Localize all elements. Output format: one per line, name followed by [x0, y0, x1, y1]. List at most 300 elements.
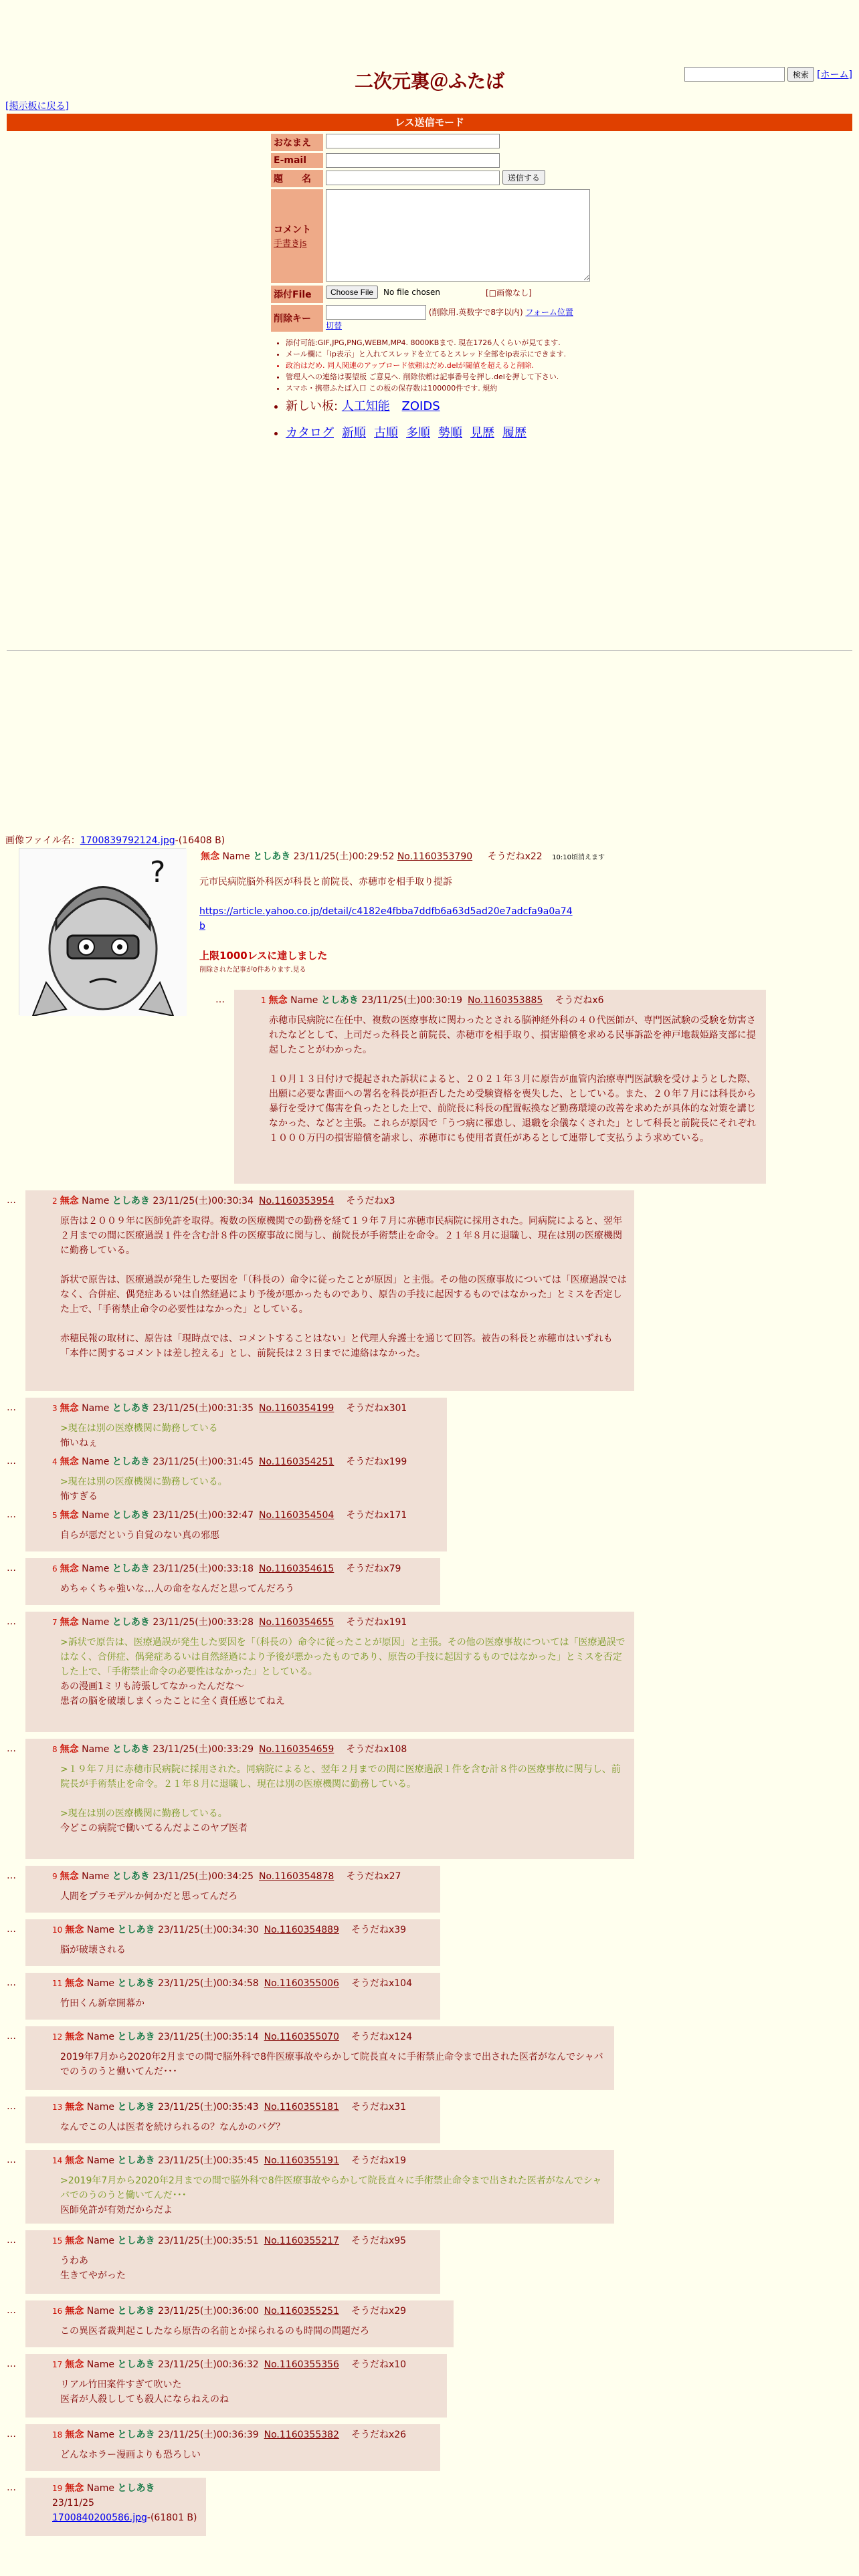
reply-sodane[interactable]: そうだねx104	[351, 1978, 412, 1989]
reply-text: リアル竹田案件すぎて吹いた	[60, 2379, 182, 2390]
reply-name: としあき	[117, 2236, 155, 2246]
reply-dots: …	[7, 2359, 16, 2369]
board-link-zoids[interactable]: ZOIDS	[401, 399, 440, 413]
reply-post	[7, 2424, 440, 2471]
comment-label: コメント	[274, 225, 311, 235]
reply-header	[52, 2100, 434, 2115]
reply-name-label: Name	[86, 1925, 115, 1935]
reply-post-number[interactable]: No.1160355382	[264, 2430, 339, 2440]
reply-dots: …	[7, 2305, 16, 2316]
reply-post-number[interactable]: No.1160355191	[264, 2155, 339, 2166]
reply-quote: >現在は別の医療機関に勤務している。	[60, 1477, 227, 1487]
reply-post	[215, 990, 766, 1184]
reply-name: としあき	[117, 2483, 155, 2494]
deleted-note: 削除された記事が0件あります.見る	[199, 966, 306, 974]
reply-date: 23/11/25(土)00:32:47	[153, 1510, 254, 1521]
reply-post-number[interactable]: No.1160355251	[264, 2306, 339, 2317]
op-file-info: 画像ファイル名：1700839792124.jpg-(16408 B)	[5, 835, 225, 846]
reply-text: 怖すぎる	[60, 1491, 98, 1502]
reply-text: 今どこの病院で働いてるんだよこのヤブ医者	[60, 1823, 248, 1834]
back-to-board-link[interactable]: [掲示板に戻る]	[5, 101, 69, 112]
board-link-ai[interactable]: 人工知能	[341, 399, 390, 413]
rule-item: • 政治はだめ. 同人関連のアップロード依頼はだめ.delが閾値を超えると削除.	[286, 360, 590, 371]
op-expire: 10:10頃消えます	[552, 854, 605, 861]
reply-name-label: Name	[86, 2483, 115, 2494]
reply-quote: >訴状で原告は、医療過誤が発生した要因を「（科長の）命令に従ったことが原因」と主張。その他の医療事故については「医療過誤ではなく、合併症、偶発症あるいは自然経過により予後が悪かったものであり、原告の手技に起因するものではなかった」とミスを否定した上で、「手術禁止命令の必要性はなかった」としている。	[60, 1637, 626, 1677]
reply-post-number[interactable]: No.1160354251	[259, 1457, 335, 1467]
reply-header	[52, 2304, 447, 2319]
reply-subject: 無念	[65, 2306, 84, 2317]
reply-subject: 無念	[60, 1457, 79, 1467]
reply-sodane[interactable]: そうだねx27	[346, 1871, 401, 1882]
op-name-label: Name	[222, 851, 250, 862]
reply-post	[7, 1866, 440, 1913]
reply-index: 2	[52, 1196, 58, 1206]
reply-dots: …	[7, 1456, 16, 1467]
reply-subject: 無念	[65, 2032, 84, 2042]
reply-dots: …	[7, 2031, 16, 2042]
reply-dots: …	[7, 1870, 16, 1881]
reply-sodane[interactable]: そうだねx39	[351, 1925, 407, 1935]
reply-name: としあき	[117, 2306, 155, 2317]
reply-body	[52, 1523, 440, 1543]
reply-sodane[interactable]: そうだねx301	[346, 1403, 407, 1414]
reply-name: としあき	[112, 1510, 150, 1521]
reply-index: 13	[52, 2103, 63, 2112]
reply-post	[7, 1505, 447, 1551]
reply-text	[60, 1258, 628, 1273]
reply-text: 医者が人殺ししても殺人にならねえのね	[60, 2394, 229, 2405]
reply-index: 3	[52, 1404, 58, 1413]
reply-index: 10	[52, 1925, 63, 1935]
reply-header	[52, 2357, 440, 2372]
reply-body	[52, 2525, 199, 2531]
reply-body	[52, 2044, 607, 2079]
reply-header	[52, 1923, 434, 1937]
file-status: No file chosen	[383, 288, 441, 297]
reply-index: 18	[52, 2430, 63, 2440]
subject-label: 題 名	[271, 170, 323, 187]
svg-text:?: ?	[150, 855, 166, 889]
reply-sodane[interactable]: そうだねx19	[351, 2155, 407, 2166]
reply-header	[52, 1976, 434, 1991]
reply-sodane[interactable]: そうだねx6	[555, 995, 604, 1006]
reply-body	[52, 1884, 434, 1904]
reply-sodane[interactable]: そうだねx26	[351, 2430, 407, 2440]
reply-dots: …	[7, 1977, 16, 1988]
reply-post	[7, 2097, 440, 2143]
comment-textarea[interactable]	[326, 189, 590, 282]
reply-name: としあき	[117, 2155, 155, 2166]
delkey-note: (削除用.英数字で8字以内)	[428, 308, 523, 317]
reply-header	[52, 1455, 440, 1469]
sort-old-link[interactable]: 古順	[374, 426, 398, 440]
search-button[interactable]: 検索	[787, 67, 814, 82]
reply-date: 23/11/25(土)00:33:18	[153, 1564, 254, 1574]
reply-sodane[interactable]: そうだねx95	[351, 2236, 407, 2246]
reply-subject: 無念	[65, 2155, 84, 2166]
op-file-link[interactable]: 1700839792124.jpg	[80, 835, 175, 846]
reply-name-label: Name	[86, 1978, 115, 1989]
handwrite-link[interactable]: 手書きjs	[274, 239, 307, 249]
reply-name: としあき	[112, 1403, 150, 1414]
reply-body	[261, 1008, 759, 1146]
reply-text: １０月１３日付けで提起された訴状によると、２０２１年３月に原告が血管内治療専門医試験を受けようとした際、出願に必要な書面への署名を科長が拒否したため受験資格を喪失した、としている。また、２０年７月には科長から暴行を受けて傷害を負ったとした上で、前院長に科長の配置転換など勤務環境の改善を求めたが具体的な対策を講じなかった、などと主張。これらが原因で「うつ病に罹患し、退職を余儀なくされた」として科長と前院長にそれぞれ１０００万円の損害賠償を請求し、赤穂市にも使用者責任があるとして連帯して支払うよう求めている。	[269, 1074, 756, 1144]
reply-sodane[interactable]: そうだねx124	[351, 2032, 412, 2042]
op-sodane[interactable]: そうだねx22	[487, 851, 543, 862]
reply-body	[52, 2442, 434, 2462]
reply-body	[52, 1937, 434, 1957]
op-name: としあき	[253, 851, 291, 862]
reply-name: としあき	[112, 1457, 150, 1467]
post-form	[271, 134, 590, 441]
reply-header	[52, 1869, 434, 1884]
reply-name: としあき	[117, 2359, 155, 2370]
reply-text: 自らが悪だという自覚のない真の邪悪	[60, 1530, 219, 1541]
reply-post	[7, 2300, 454, 2347]
reply-text: 原告は２００９年に医師免許を取得。複数の医療機関での勤務を経て１９年７月に赤穂市民病院に採用された。同病院によると、翌年２月までの間に医療過誤１件を含む計８件の医療事故に関与し、前院長が手術禁止を命令。２１年８月に退職し、現在は別の医療機関に勤務している。	[60, 1216, 622, 1256]
reply-header	[52, 2481, 199, 2510]
reply-date: 23/11/25(土)00:35:51	[157, 2236, 259, 2246]
reply-dots: …	[7, 2155, 16, 2165]
new-boards	[278, 397, 590, 441]
reply-date: 23/11/25(土)00:34:30	[157, 1925, 259, 1935]
comment-label-cell	[271, 189, 323, 283]
reply-body	[52, 1991, 434, 2011]
reply-post	[7, 2026, 614, 2090]
reply-text: なんでこの人は医者を続けられるの？なんかのバグ？	[60, 2122, 285, 2133]
reply-header	[52, 2030, 607, 2044]
reply-text: 赤穂市民病院に在任中、複数の医療事故に関わったとされる脳神経外科の４０代医師が、専門医試験の受験を妨害されたなどとして、上司だった科長と前院長、赤穂市を相手取り、損害賠償を求める民事訴訟を神戸地裁姫路支部に提起したことがわかった。	[269, 1015, 756, 1055]
reply-name: としあき	[112, 1617, 150, 1628]
reply-post-number[interactable]: No.1160354655	[259, 1617, 335, 1628]
reply-subject: 無念	[65, 1978, 84, 1989]
reply-dots: …	[7, 1743, 16, 1754]
reply-name-label: Name	[86, 2430, 115, 2440]
viewed-history-link[interactable]: 見歴	[470, 426, 494, 440]
submit-button[interactable]: 送信する	[502, 170, 545, 185]
rule-item: • 添付可能:GIF,JPG,PNG,WEBM,MP4. 8000KBまで. 現在1726人くらいが見てます.	[286, 337, 590, 348]
reply-dots: …	[7, 1195, 16, 1206]
reply-name: としあき	[117, 1978, 155, 1989]
reply-subject: 無念	[65, 2102, 84, 2113]
switch-link[interactable]: 切替	[326, 321, 343, 330]
sort-many-link[interactable]: 多順	[406, 426, 430, 440]
op-header	[201, 849, 605, 863]
delkey-label: 削除キー	[271, 305, 323, 332]
reply-dots: …	[7, 1509, 16, 1520]
reply-subject: 無念	[60, 1744, 79, 1755]
reply-date: 23/11/25(土)00:35:14	[157, 2032, 259, 2042]
reply-text: うわあ	[60, 2256, 88, 2266]
reply-sodane[interactable]: そうだねx191	[346, 1617, 407, 1628]
reply-post	[7, 2478, 206, 2536]
reply-body	[52, 1208, 628, 1361]
reply-subject: 無念	[60, 1510, 79, 1521]
reply-name-label: Name	[82, 1510, 110, 1521]
reply-body	[52, 2319, 447, 2339]
reply-quote: >現在は別の医療機関に勤務している	[60, 1423, 218, 1434]
reply-header	[52, 1401, 440, 1416]
reply-name-label: Name	[82, 1196, 110, 1206]
reply-body	[52, 1630, 628, 1709]
reply-name: としあき	[117, 2430, 155, 2440]
reply-subject: 無念	[65, 2359, 84, 2370]
reply-sodane[interactable]: そうだねx29	[351, 2306, 407, 2317]
reply-dots: …	[7, 2429, 16, 2440]
email-label: E-mail	[271, 153, 323, 168]
reply-name-label: Name	[82, 1871, 110, 1882]
reply-text: 赤穂民報の取材に、原告は「現時点では、コメントすることはない」と代理人弁護士を通じて回答。被告の科長と赤穂市はいずれも「本件に関するコメントは差し控える」とし、前院長は２３日までに連絡はなかった。	[60, 1333, 613, 1359]
reply-name-label: Name	[86, 2236, 115, 2246]
reply-post	[7, 2354, 447, 2418]
reply-header	[52, 2153, 607, 2168]
reply-header	[52, 2428, 434, 2442]
reply-post-number[interactable]: No.1160353954	[259, 1196, 335, 1206]
reply-index: 5	[52, 1511, 58, 1520]
reply-text	[60, 1317, 628, 1331]
reply-name-label: Name	[82, 1564, 110, 1574]
reply-post-number[interactable]: No.1160354504	[259, 1510, 335, 1521]
reply-date: 23/11/25(土)00:35:43	[157, 2102, 259, 2113]
reply-date: 23/11/25(土)00:30:19	[361, 995, 462, 1006]
op-text: 元市民病院脳外科医が科長と前院長、赤穂市を相手取り提訴	[199, 877, 452, 887]
reply-dots: …	[7, 2101, 16, 2112]
reply-header	[52, 1742, 628, 1757]
reply-name: としあき	[117, 2032, 155, 2042]
rule-item: • 管理人への連絡は要望板 ご意見へ. 削除依頼は記事番号を押し.delを押して下さい.	[286, 371, 590, 383]
reply-index: 19	[52, 2484, 63, 2493]
posting-rules	[278, 337, 590, 394]
page-title: 二次元裏＠ふたば	[354, 70, 504, 92]
reply-text: 患者の脳を破壊しまくったことに全く責任感じてねえ	[60, 1696, 285, 1707]
reply-post	[7, 1451, 447, 1509]
rule-item: • スマホ・携帯ふたば入口 この板の保存数は100000件です. 規約	[286, 383, 590, 394]
reply-text: この異医者裁判起こしたなら原告の名前とか採られるのも時間の問題だろ	[60, 2326, 369, 2337]
reply-post	[7, 2150, 614, 2224]
reply-text: 医師免許が有効だからだよ	[60, 2205, 173, 2216]
reply-post-number[interactable]: No.1160355070	[264, 2032, 339, 2042]
reply-post	[7, 1398, 447, 1456]
op-post-number[interactable]: No.1160353790	[397, 851, 473, 862]
reply-sodane[interactable]: そうだねx171	[346, 1510, 407, 1521]
reply-text: 生きてやがった	[60, 2270, 126, 2281]
reply-subject: 無念	[60, 1871, 79, 1882]
op-thumbnail[interactable]	[19, 848, 186, 1015]
reply-name-label: Name	[86, 2102, 115, 2113]
catalog-link[interactable]: カタログ	[286, 426, 334, 440]
reply-sodane[interactable]: そうだねx108	[346, 1744, 407, 1755]
reply-sodane[interactable]: そうだねx3	[346, 1196, 395, 1206]
reply-text: 脳が破壊される	[60, 1945, 126, 1955]
reply-body	[52, 1469, 440, 1504]
form-position-link[interactable]: フォーム位置	[525, 308, 573, 317]
reply-name-label: Name	[86, 2306, 115, 2317]
reply-name: としあき	[112, 1744, 150, 1755]
reply-post-number[interactable]: No.1160355217	[264, 2236, 339, 2246]
reply-sodane[interactable]: そうだねx10	[351, 2359, 407, 2370]
reply-subject: 無念	[268, 995, 288, 1006]
reply-header	[52, 1615, 628, 1630]
reply-dots: …	[7, 1563, 16, 1574]
reply-dots: …	[7, 1402, 16, 1413]
email-input[interactable]	[326, 153, 500, 168]
reply-index: 7	[52, 1618, 58, 1627]
reply-name-label: Name	[82, 1403, 110, 1414]
reply-body	[52, 2372, 440, 2407]
reply-header	[52, 2234, 434, 2248]
search-input[interactable]	[684, 67, 785, 82]
reply-quote: >１９年７月に赤穂市民病院に採用された。同病院によると、翌年２月までの間に医療過誤１件を含む計８件の医療事故に関与し、前院長が手術禁止を命令。２１年８月に退職し、現在は別の医療機関に勤務している。	[60, 1764, 621, 1790]
new-boards-label: 新しい板:	[286, 399, 339, 413]
reply-post	[7, 1919, 440, 1966]
name-label: おなまえ	[271, 134, 323, 151]
reply-post-number[interactable]: No.1160355181	[264, 2102, 339, 2113]
reply-quote: >現在は別の医療機関に勤務している。	[60, 1808, 227, 1819]
reply-sodane[interactable]: そうだねx199	[346, 1457, 407, 1467]
reply-date: 23/11/25(土)00:33:29	[153, 1744, 254, 1755]
reply-sodane[interactable]: そうだねx79	[346, 1564, 401, 1574]
reply-index: 8	[52, 1745, 58, 1754]
reply-date: 23/11/25(土)00:34:25	[153, 1871, 254, 1882]
reply-quote	[60, 1792, 628, 1806]
reply-post-number[interactable]: No.1160354659	[259, 1744, 335, 1755]
reply-dots: …	[7, 1924, 16, 1935]
op-body	[199, 875, 574, 978]
reply-post	[7, 1973, 440, 2020]
reply-index: 4	[52, 1457, 58, 1467]
divider	[7, 650, 852, 651]
thread-limit-notice: 上限1000レスに達しました	[199, 950, 328, 962]
reply-name: としあき	[117, 2102, 155, 2113]
reply-name-label: Name	[86, 2155, 115, 2166]
name-input[interactable]	[326, 134, 500, 148]
op-date: 23/11/25(土)00:29:52	[293, 851, 395, 862]
reply-post-number[interactable]: No.1160355356	[264, 2359, 339, 2370]
reply-header	[52, 1508, 440, 1523]
reply-post-number[interactable]: No.1160355006	[264, 1978, 339, 1989]
reply-date: 23/11/25	[52, 2498, 94, 2508]
reply-name: としあき	[112, 1564, 150, 1574]
reply-post-number[interactable]: No.1160353885	[468, 995, 543, 1006]
reply-date: 23/11/25(土)00:31:35	[153, 1403, 254, 1414]
reply-date: 23/11/25(土)00:35:45	[157, 2155, 259, 2166]
reply-text	[269, 1057, 759, 1072]
reply-text: 2019年7月から2020年2月までの間で脳外科で8件医療事故やらかして院長直々に手術禁止命令まで出された医者がなんでシャバでのうのうと働いてんだ･･･	[60, 2052, 603, 2077]
reply-text: めちゃくちゃ強いな…人の命をなんだと思ってんだろう	[60, 1584, 294, 1594]
reply-date: 23/11/25(土)00:36:39	[157, 2430, 259, 2440]
reply-body	[52, 2168, 607, 2218]
reply-quote: >2019年7月から2020年2月までの間で脳外科で8件医療事故やらかして院長直々に手術禁止命令まで出された医者がなんでシャバでのうのうと働いてんだ･･･	[60, 2175, 602, 2201]
reply-text: あの漫画1ミリも誇張してなかったんだな～	[60, 1681, 244, 1692]
reply-subject: 無念	[65, 2236, 84, 2246]
reply-date: 23/11/25(土)00:34:58	[157, 1978, 259, 1989]
reply-name-label: Name	[82, 1617, 110, 1628]
home-link[interactable]: [ホーム]	[817, 70, 852, 80]
delkey-input[interactable]	[326, 305, 426, 320]
op-subject: 無念	[201, 851, 219, 862]
reply-body	[52, 2115, 434, 2135]
reply-text: 人間をプラモデルか何かだと思ってんだろ	[60, 1891, 238, 1902]
reply-subject: 無念	[60, 1196, 79, 1206]
reply-mode-bar: レス送信モード	[7, 114, 852, 131]
reply-post	[7, 1612, 634, 1732]
reply-index: 16	[52, 2306, 63, 2316]
reply-body	[52, 1576, 434, 1596]
reply-file-link[interactable]: 1700840200586.jpg	[52, 2512, 147, 2523]
reply-body	[52, 1416, 440, 1451]
reply-index: 6	[52, 1564, 58, 1574]
reply-post-number[interactable]: No.1160354889	[264, 1925, 339, 1935]
reply-post-number[interactable]: No.1160354615	[259, 1564, 335, 1574]
choose-file-button[interactable]: Choose File	[326, 286, 378, 299]
subject-input[interactable]	[326, 171, 500, 185]
reply-header	[52, 1194, 628, 1208]
reply-date: 23/11/25(土)00:33:28	[153, 1617, 254, 1628]
reply-post-number[interactable]: No.1160354878	[259, 1871, 335, 1882]
reply-dots: …	[7, 2482, 16, 2493]
reply-text: 怖いねぇ	[60, 1438, 98, 1448]
reply-text: 竹田くん新章開幕か	[60, 1998, 145, 2009]
reply-dots: …	[7, 2235, 16, 2246]
reply-subject: 無念	[60, 1564, 79, 1574]
reply-name-label: Name	[82, 1457, 110, 1467]
reply-sodane[interactable]: そうだねx31	[351, 2102, 407, 2113]
reply-date: 23/11/25(土)00:31:45	[153, 1457, 254, 1467]
reply-index: 14	[52, 2156, 63, 2165]
reply-post-number[interactable]: No.1160354199	[259, 1403, 335, 1414]
reply-name-label: Name	[82, 1744, 110, 1755]
reply-date: 23/11/25(土)00:36:00	[157, 2306, 259, 2317]
file-label: 添付File	[271, 286, 323, 303]
no-image-checkbox[interactable]: [□画像なし]	[486, 288, 532, 298]
reply-header	[261, 993, 759, 1008]
reply-text: 訴状で原告は、医療過誤が発生した要因を「（科長の）命令に従ったことが原因」と主張。その他の医療事故については「医療過誤ではなく、合併症、偶発症あるいは自然経過により予後が悪かったものであり、原告の手技に起因するものではなかった」とミスを否定した上で、「手術禁止命令の必要性はなかった」としている。	[60, 1275, 627, 1315]
search-box	[684, 67, 852, 82]
reply-name-label: Name	[86, 2359, 115, 2370]
reply-dots: …	[215, 994, 225, 1005]
reply-subject: 無念	[60, 1617, 79, 1628]
reply-file-size: -(61801 B)	[147, 2512, 197, 2523]
reply-body	[52, 2248, 434, 2283]
history-link[interactable]: 履歴	[502, 426, 527, 440]
reply-name: としあき	[117, 1925, 155, 1935]
reply-body	[52, 1757, 628, 1836]
reply-subject: 無念	[65, 2483, 84, 2494]
reply-name: としあき	[112, 1871, 150, 1882]
reply-subject: 無念	[65, 1925, 84, 1935]
sort-momentum-link[interactable]: 勢順	[438, 426, 462, 440]
reply-post	[7, 1739, 634, 1859]
reply-index: 11	[52, 1979, 63, 1988]
rule-item: • メール欄に「ip表示」と入れてスレッドを立てるとスレッド全部をip表示にできます.	[286, 348, 590, 360]
reply-date: 23/11/25(土)00:36:32	[157, 2359, 259, 2370]
reply-post	[7, 2230, 440, 2294]
reply-header	[52, 1562, 434, 1576]
reply-name-label: Name	[290, 995, 318, 1006]
reply-text: どんなホラー漫画よりも恐ろしい	[60, 2450, 201, 2460]
reply-name: としあき	[112, 1196, 150, 1206]
sort-new-link[interactable]: 新順	[342, 426, 366, 440]
reply-index: 17	[52, 2360, 63, 2369]
reply-post	[7, 1190, 634, 1391]
op-article-link[interactable]: https://article.yahoo.co.jp/detail/c4182e4fbba7ddfb6a63d5ad20e7adcfa9a0a74b	[199, 906, 573, 932]
reply-post	[7, 1558, 440, 1605]
reply-date: 23/11/25(土)00:30:34	[153, 1196, 254, 1206]
reply-name-label: Name	[86, 2032, 115, 2042]
reply-index: 12	[52, 2032, 63, 2042]
reply-name: としあき	[320, 995, 359, 1006]
